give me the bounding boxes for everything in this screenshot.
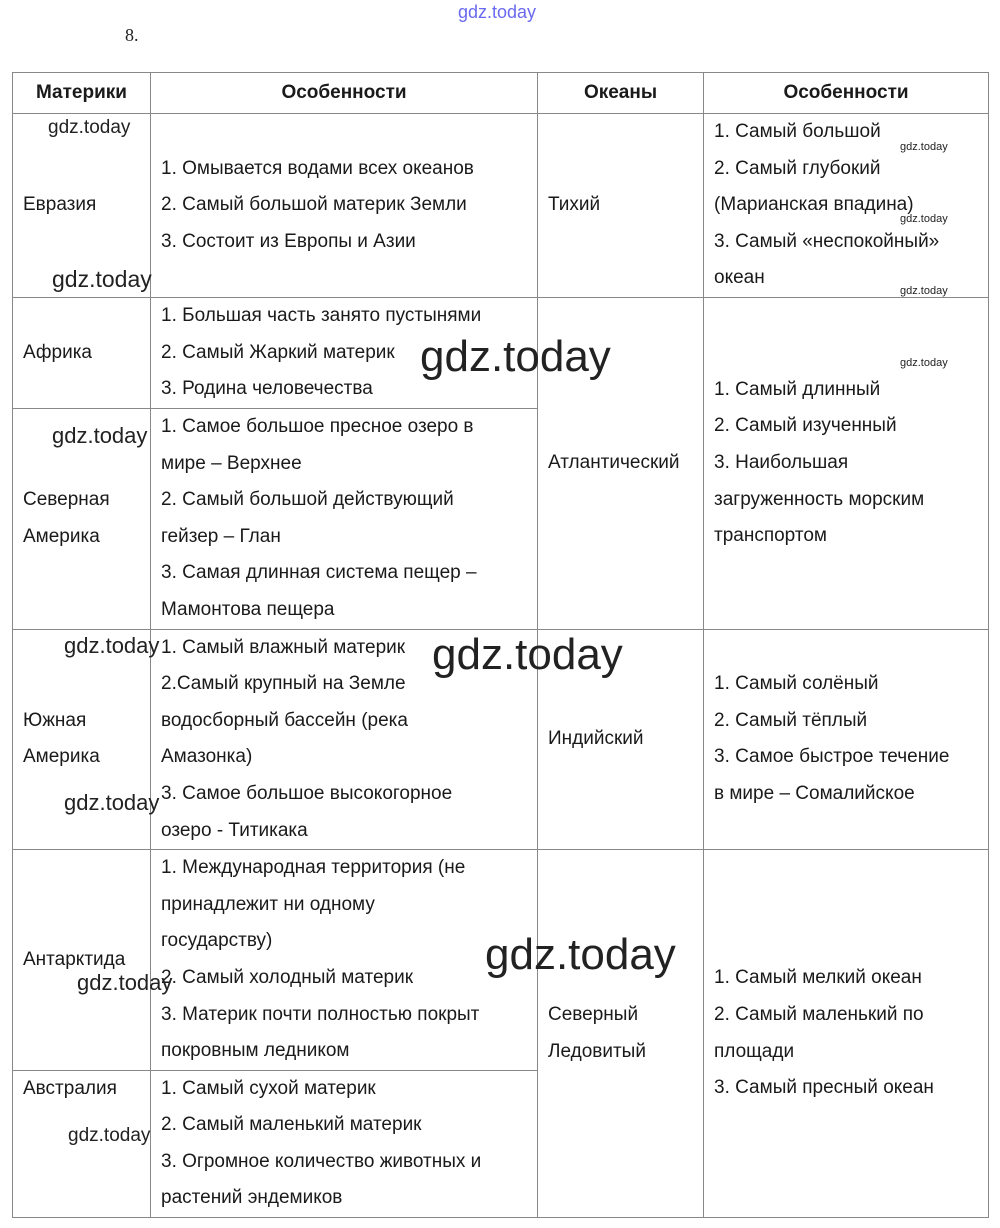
ocean-features-indian: 1. Самый солёный 2. Самый тёплый 3. Самое быстрое течение в мире – Сомалийское <box>704 629 989 850</box>
continent-name-australia: Австралия <box>13 1070 151 1217</box>
ocean-features-atlantic: 1. Самый длинный 2. Самый изученный 3. Наибольшая загруженность морским транспортом <box>704 298 989 630</box>
header-ocean-features: Особенности <box>704 73 989 114</box>
watermark: gdz.today <box>900 213 948 225</box>
header-continents: Материки <box>13 73 151 114</box>
watermark: gdz.today <box>52 423 148 448</box>
continent-name-north-america: Северная Америка <box>13 409 151 630</box>
header-continent-features: Особенности <box>151 73 538 114</box>
watermark: gdz.today <box>77 970 173 995</box>
watermark: gdz.today <box>68 1125 151 1146</box>
watermark: gdz.today <box>64 790 160 815</box>
watermark: gdz.today <box>420 332 611 381</box>
site-watermark-header: gdz.today <box>458 2 537 22</box>
watermark: gdz.today <box>432 630 623 679</box>
continent-name-south-america: Южная Америка <box>13 629 151 850</box>
continent-features-australia: 1. Самый сухой материк 2. Самый маленький материк 3. Огромное количество животных и растений эндемиков <box>151 1070 538 1217</box>
table-header-row <box>13 73 989 114</box>
ocean-name-arctic: Северный Ледовитый <box>538 850 704 1218</box>
ocean-features-arctic: 1. Самый мелкий океан 2. Самый маленький по площади 3. Самый пресный океан <box>704 850 989 1218</box>
continent-features-antarctica: 1. Международная территория (не принадлежит ни одному государству) 2. Самый холодный материк 3. Материк почти полностью покрыт покровным ледником <box>151 850 538 1071</box>
ocean-name-pacific: Тихий <box>538 114 704 298</box>
table-row <box>13 114 989 298</box>
table-row <box>13 298 989 409</box>
watermark: gdz.today <box>48 117 131 138</box>
watermark: gdz.today <box>52 266 152 292</box>
continent-features-eurasia: 1. Омывается водами всех океанов 2. Самый большой материк Земли 3. Состоит из Европы и Азии <box>151 114 538 298</box>
watermark: gdz.today <box>900 285 948 297</box>
ocean-name-atlantic: Атлантический <box>538 298 704 630</box>
continent-name-africa: Африка <box>13 298 151 409</box>
ocean-name-indian: Индийский <box>538 629 704 850</box>
header-oceans: Океаны <box>538 73 704 114</box>
ocean-features-pacific: 1. Самый большой 2. Самый глубокий (Марианская впадина) 3. Самый «неспокойный» океан <box>704 114 989 298</box>
task-number: 8. <box>125 25 139 45</box>
watermark: gdz.today <box>900 141 948 153</box>
continent-features-south-america: 1. Самый влажный материк 2.Самый крупный на Земле водосборный бассейн (река Амазонка) 3. Самое большое высокогорное озеро - Титикака <box>151 629 538 850</box>
table-row <box>13 629 989 850</box>
continent-features-africa: 1. Большая часть занято пустынями 2. Самый Жаркий материк 3. Родина человечества <box>151 298 538 409</box>
watermark: gdz.today <box>64 633 160 658</box>
table-row <box>13 850 989 1071</box>
watermark: gdz.today <box>485 930 676 979</box>
continents-oceans-table <box>12 72 989 1218</box>
continent-features-north-america: 1. Самое большое пресное озеро в мире – Верхнее 2. Самый большой действующий гейзер – Глан 3. Самая длинная система пещер – Мамонтова пещера <box>151 409 538 630</box>
continent-name-eurasia: Евразия <box>13 114 151 298</box>
watermark: gdz.today <box>900 357 948 369</box>
continent-name-antarctica: Антарктида <box>13 850 151 1071</box>
